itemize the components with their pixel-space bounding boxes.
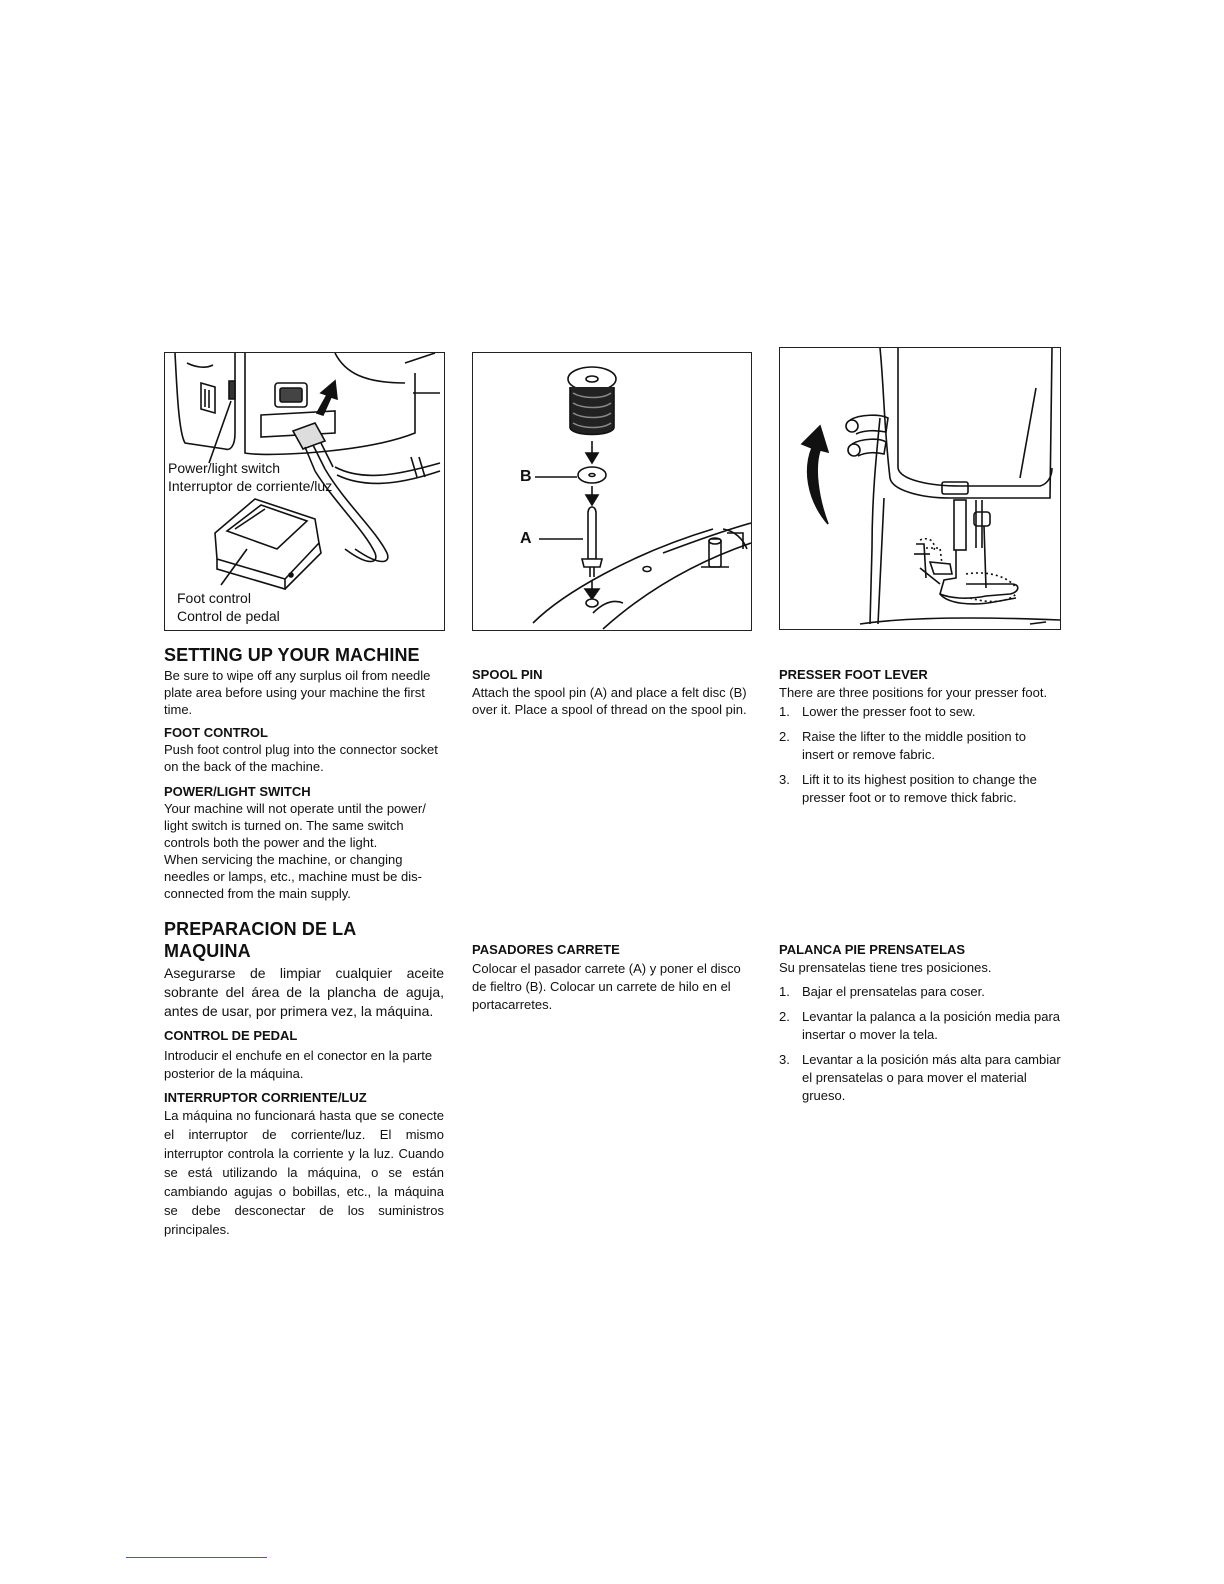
power-switch-text-1: Your machine will not operate until the power/ light switch is turned on. The same switch controls both the power and the light.	[164, 801, 426, 850]
label-spool-pin: A	[520, 530, 532, 547]
power-switch-text-2: When servicing the machine, or changing needles or lamps, etc., machine must be dis- connected from the main supply.	[164, 852, 422, 901]
pasadores-text: Colocar el pasador carrete (A) y poner el disco de fieltro (B). Colocar un carrete de hilo en el portacarretes.	[472, 961, 741, 1012]
label-power-switch-es: Interruptor de corriente/luz	[168, 478, 333, 494]
spanish-col-3	[779, 941, 1061, 1105]
list-item: 2. Levantar la palanca a la posición media para insertar o mover la tela.	[779, 1009, 1061, 1042]
spanish-main-title: PREPARACION DE LA MAQUINA	[164, 919, 356, 961]
english-main-title: SETTING UP YOUR MACHINE	[164, 645, 420, 665]
spanish-col-2	[472, 941, 752, 1014]
english-col-1	[164, 644, 444, 902]
spool-pin-heading: SPOOL PIN	[472, 667, 543, 682]
presser-foot-intro: There are three positions for your presser foot.	[779, 685, 1048, 700]
pasadores-heading: PASADORES CARRETE	[472, 942, 620, 957]
figure-presser-foot-lever	[779, 347, 1061, 630]
presser-foot-illustration	[780, 348, 1060, 629]
palanca-steps	[779, 983, 1061, 1105]
list-item: 3. Lift it to its highest position to change the presser foot or to remove thick fabric.	[779, 772, 1037, 805]
spanish-intro-text: Asegurarse de limpiar cualquier aceite sobrante del área de la plancha de aguja, antes de usar, por primera vez, la máquina.	[164, 965, 444, 1019]
interruptor-heading: INTERRUPTOR CORRIENTE/LUZ	[164, 1090, 367, 1105]
palanca-intro: Su prensatelas tiene tres posiciones.	[779, 960, 992, 975]
palanca-heading: PALANCA PIE PRENSATELAS	[779, 942, 966, 957]
label-power-switch-en: Power/light switch	[168, 460, 281, 476]
spanish-col-1	[164, 918, 444, 1239]
list-item: 1. Lower the presser foot to sew.	[779, 704, 976, 719]
spool-pin-text: Attach the spool pin (A) and place a felt disc (B) over it. Place a spool of thread on the spool pin.	[472, 685, 747, 717]
list-item: 1. Bajar el prensatelas para coser.	[779, 984, 985, 999]
spool-pin-illustration	[473, 353, 751, 630]
control-pedal-heading: CONTROL DE PEDAL	[164, 1028, 298, 1043]
figure-power-foot-control	[164, 352, 445, 631]
presser-foot-steps	[779, 703, 1061, 807]
list-item: 2. Raise the lifter to the middle position to insert or remove fabric.	[779, 729, 1027, 762]
english-col-2	[472, 666, 752, 718]
foot-control-heading: FOOT CONTROL	[164, 725, 268, 740]
presser-foot-heading: PRESSER FOOT LEVER	[779, 667, 928, 682]
label-foot-control-en: Foot control	[177, 590, 251, 606]
figure-spool-pin	[472, 352, 752, 631]
control-pedal-text: Introducir el enchufe en el conector en la parte posterior de la máquina.	[164, 1048, 433, 1081]
label-foot-control-es: Control de pedal	[177, 608, 280, 624]
foot-control-text: Push foot control plug into the connector socket on the back of the machine.	[164, 742, 438, 774]
power-switch-heading: POWER/LIGHT SWITCH	[164, 784, 311, 799]
footer-rule	[126, 1557, 267, 1558]
interruptor-text: La máquina no funcionará hasta que se conecte el interruptor de corriente/luz. El mismo interruptor controla la corriente y la luz. Cuando se está utilizando la máquina, o se están cambiando agujas o bobillas, etc., la máquina se debe desconectar de los suministros principales.	[164, 1108, 444, 1237]
list-item: 3. Levantar a la posición más alta para cambiar el prensatelas o para mover el material grueso.	[779, 1052, 1061, 1103]
english-intro-text: Be sure to wipe off any surplus oil from needle plate area before using your machine the first time.	[164, 668, 431, 717]
label-felt-disc: B	[520, 468, 532, 485]
english-col-3	[779, 666, 1061, 807]
